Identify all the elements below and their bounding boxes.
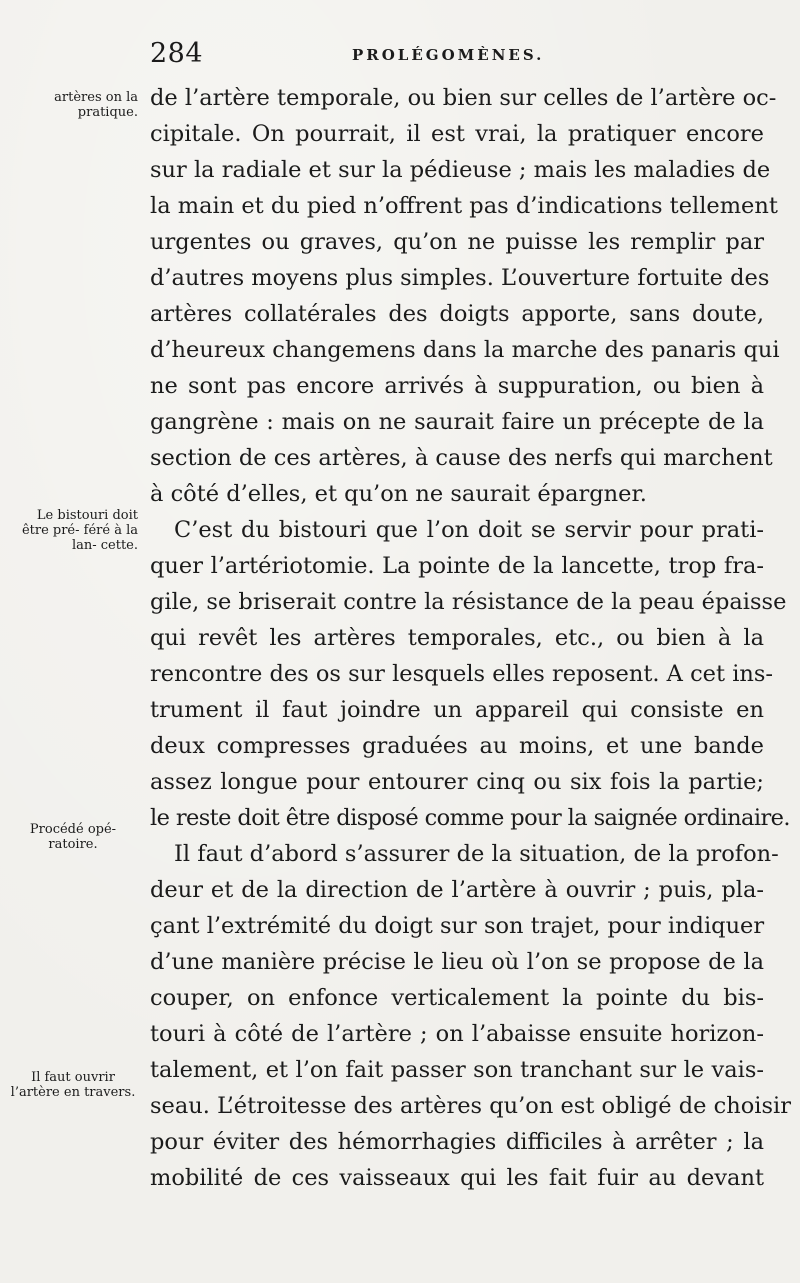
text-line: urgentes ou graves, qu’on ne puisse les remplir par xyxy=(150,229,764,255)
text-line: touri à côté de l’artère ; on l’abaisse ensuite horizon- xyxy=(150,1021,764,1047)
text-line: C’est du bistouri que l’on doit se servir pour prati- xyxy=(174,517,764,543)
text-line: le reste doit être disposé comme pour la saignée ordinaire. xyxy=(150,805,790,831)
text-line: sur la radiale et sur la pédieuse ; mais les maladies de xyxy=(150,157,771,183)
text-line: section de ces artères, à cause des nerfs qui marchent xyxy=(150,445,773,471)
text-line: ne sont pas encore arrivés à suppuration, ou bien à xyxy=(150,373,764,399)
text-line: d’une manière précise le lieu où l’on se propose de la xyxy=(150,949,764,975)
margin-note: Il faut ouvrir l’artère en travers. xyxy=(10,1070,136,1100)
text-line: deux compresses graduées au moins, et une bande xyxy=(150,733,764,759)
text-line: quer l’artériotomie. La pointe de la lancette, trop fra- xyxy=(150,553,764,579)
text-line: à côté d’elles, et qu’on ne saurait épargner. xyxy=(150,481,647,507)
text-line: mobilité de ces vaisseaux qui les fait fuir au devant xyxy=(150,1165,764,1191)
text-line: qui revêt les artères temporales, etc., ou bien à la xyxy=(150,625,764,651)
page-header xyxy=(0,38,800,78)
text-line: seau. L’étroitesse des artères qu’on est obligé de choisir xyxy=(150,1093,791,1119)
text-line: deur et de la direction de l’artère à ouvrir ; puis, pla- xyxy=(150,877,764,903)
text-line: trument il faut joindre un appareil qui consiste en xyxy=(150,697,764,723)
margin-note: artères on la pratique. xyxy=(54,90,138,120)
text-line: la main et du pied n’offrent pas d’indications tellement xyxy=(150,193,778,219)
text-line: assez longue pour entourer cinq ou six fois la partie; xyxy=(150,769,764,795)
margin-note: Procédé opé- ratoire. xyxy=(29,822,117,852)
text-line: çant l’extrémité du doigt sur son trajet, pour indiquer xyxy=(150,913,765,939)
text-line: de l’artère temporale, ou bien sur celles de l’artère oc- xyxy=(150,85,777,111)
text-line: artères collatérales des doigts apporte, sans doute, xyxy=(150,301,764,327)
margin-note: Le bistouri doit être pré- féré à la lan- cette. xyxy=(21,508,138,553)
text-line: d’heureux changemens dans la marche des panaris qui xyxy=(150,337,780,363)
text-line: pour éviter des hémorrhagies difficiles à arrêter ; la xyxy=(150,1129,764,1155)
page-number: 284 xyxy=(150,38,204,69)
text-line: rencontre des os sur lesquels elles reposent. A cet ins- xyxy=(150,661,774,687)
text-line: cipitale. On pourrait, il est vrai, la pratiquer encore xyxy=(150,121,764,147)
text-line: gangrène : mais on ne saurait faire un précepte de la xyxy=(150,409,764,435)
text-line: d’autres moyens plus simples. L’ouverture fortuite des xyxy=(150,265,770,291)
text-line: gile, se briserait contre la résistance de la peau épaisse xyxy=(150,589,787,615)
running-head: PROLÉGOMÈNES. xyxy=(352,46,545,64)
text-line: couper, on enfonce verticalement la pointe du bis- xyxy=(150,985,764,1011)
text-line: Il faut d’abord s’assurer de la situation, de la profon- xyxy=(174,841,779,867)
text-line: talement, et l’on fait passer son tranchant sur le vais- xyxy=(150,1057,764,1083)
